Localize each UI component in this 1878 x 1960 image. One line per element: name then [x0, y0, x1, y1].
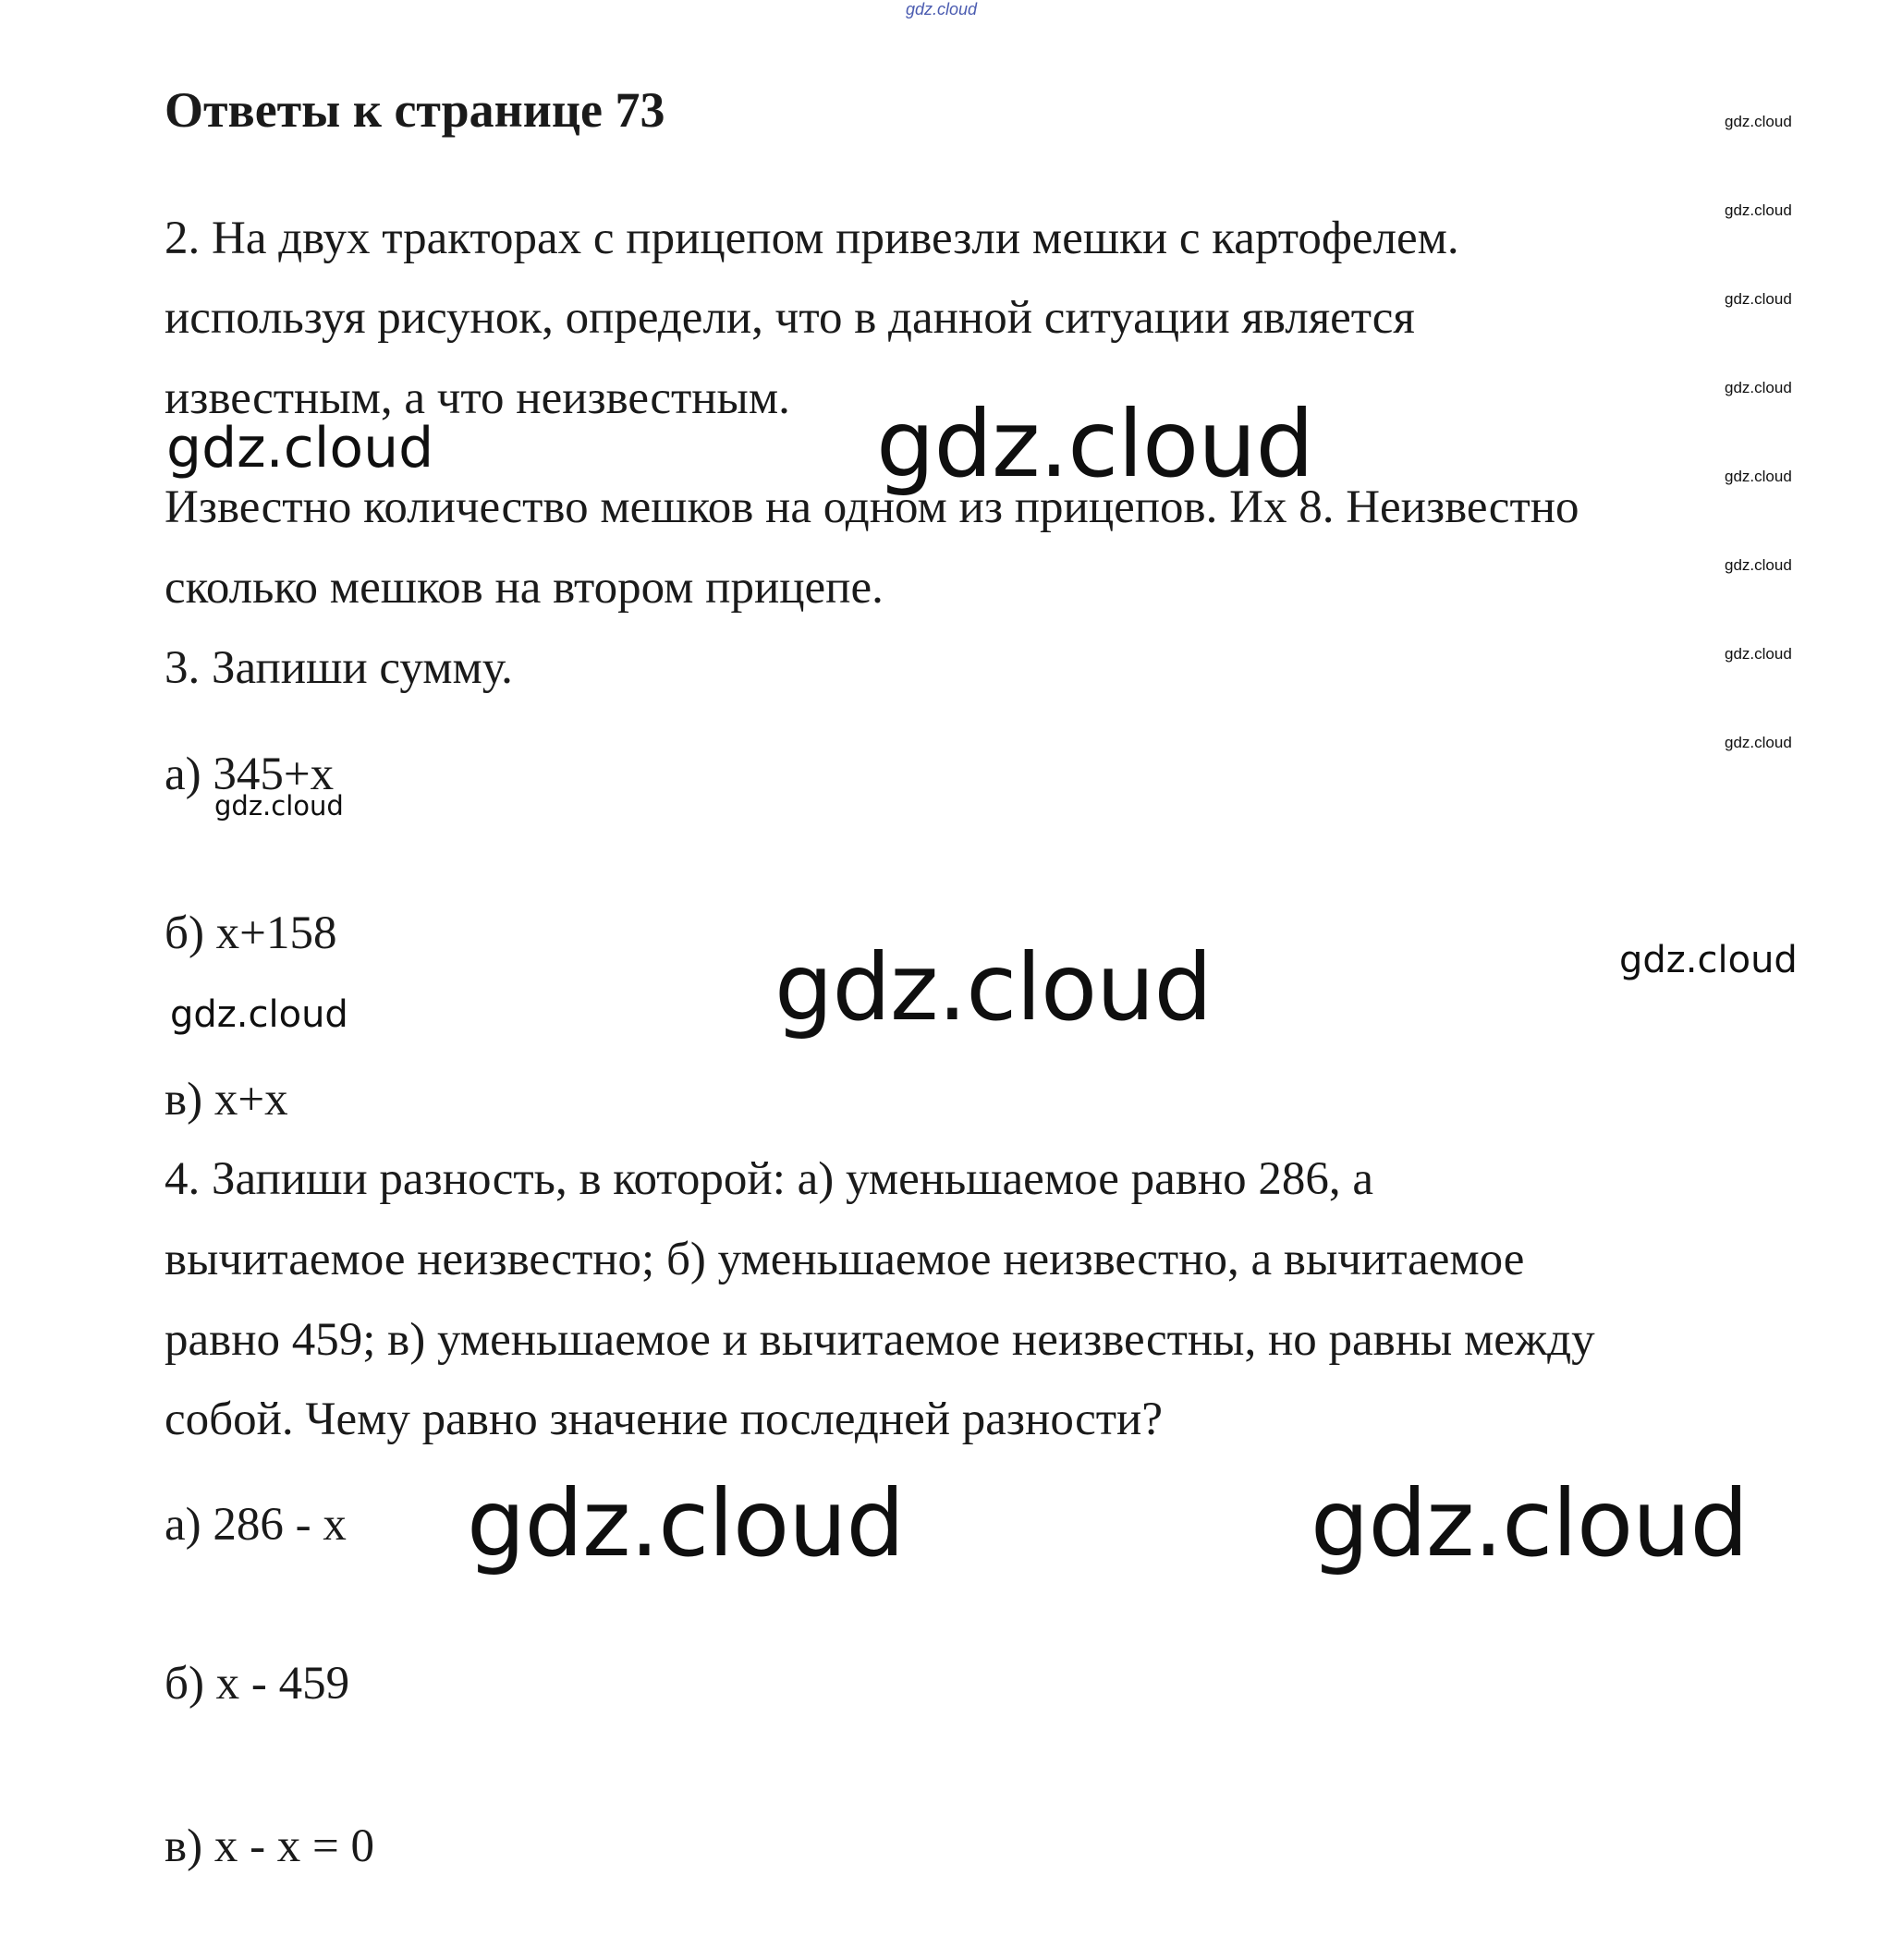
task2-line1: 2. На двух тракторах с прицепом привезли мешки с картофелем.: [165, 213, 1459, 264]
task2-line3: известным, а что неизвестным.: [165, 372, 790, 424]
watermark-side: gdz.cloud: [1725, 556, 1792, 574]
task2-line2: используя рисунок, определи, что в данной ситуации является: [165, 292, 1415, 344]
task3-answer-a: а) 345+х: [165, 749, 335, 800]
task4-answer-a: а) 286 - х: [165, 1499, 347, 1551]
watermark-side: gdz.cloud: [1725, 290, 1792, 308]
watermark-side: gdz.cloud: [1725, 645, 1792, 663]
task2-answer-line2: сколько мешков на втором прицепе.: [165, 562, 884, 614]
task4-answer-c: в) х - х = 0: [165, 1820, 375, 1872]
task4-line1: 4. Запиши разность, в которой: а) уменьшаемое равно 286, а: [165, 1153, 1373, 1205]
task4-line4: собой. Чему равно значение последней разности?: [165, 1394, 1163, 1445]
page-title: Ответы к странице 73: [165, 82, 665, 138]
watermark-side: gdz.cloud: [1725, 113, 1792, 130]
watermark-large: gdz.cloud: [774, 933, 1213, 1041]
watermark-top: gdz.cloud: [906, 0, 978, 18]
task4-line2: вычитаемое неизвестно; б) уменьшаемое неизвестно, а вычитаемое: [165, 1234, 1525, 1285]
watermark-medium: gdz.cloud: [170, 993, 348, 1036]
task2-answer-line1: Известно количество мешков на одном из прицепов. Их 8. Неизвестно: [165, 481, 1579, 533]
watermark-side: gdz.cloud: [1725, 201, 1792, 219]
watermark-medium: gdz.cloud: [166, 416, 434, 481]
watermark-large: gdz.cloud: [876, 390, 1314, 498]
task4-answer-b: б) х - 459: [165, 1658, 350, 1710]
watermark-large: gdz.cloud: [467, 1469, 905, 1577]
task3-answer-c: в) х+х: [165, 1074, 288, 1126]
watermark-side: gdz.cloud: [1725, 379, 1792, 396]
task3-prompt: 3. Запиши сумму.: [165, 642, 513, 694]
watermark-side: gdz.cloud: [1725, 468, 1792, 485]
watermark-side: gdz.cloud: [1725, 734, 1792, 751]
watermark-small: gdz.cloud: [214, 790, 344, 822]
task3-answer-b: б) х+158: [165, 907, 337, 959]
task4-line3: равно 459; в) уменьшаемое и вычитаемое неизвестны, но равны между: [165, 1314, 1595, 1366]
watermark-large: gdz.cloud: [1311, 1469, 1749, 1577]
watermark-medium: gdz.cloud: [1619, 939, 1798, 981]
